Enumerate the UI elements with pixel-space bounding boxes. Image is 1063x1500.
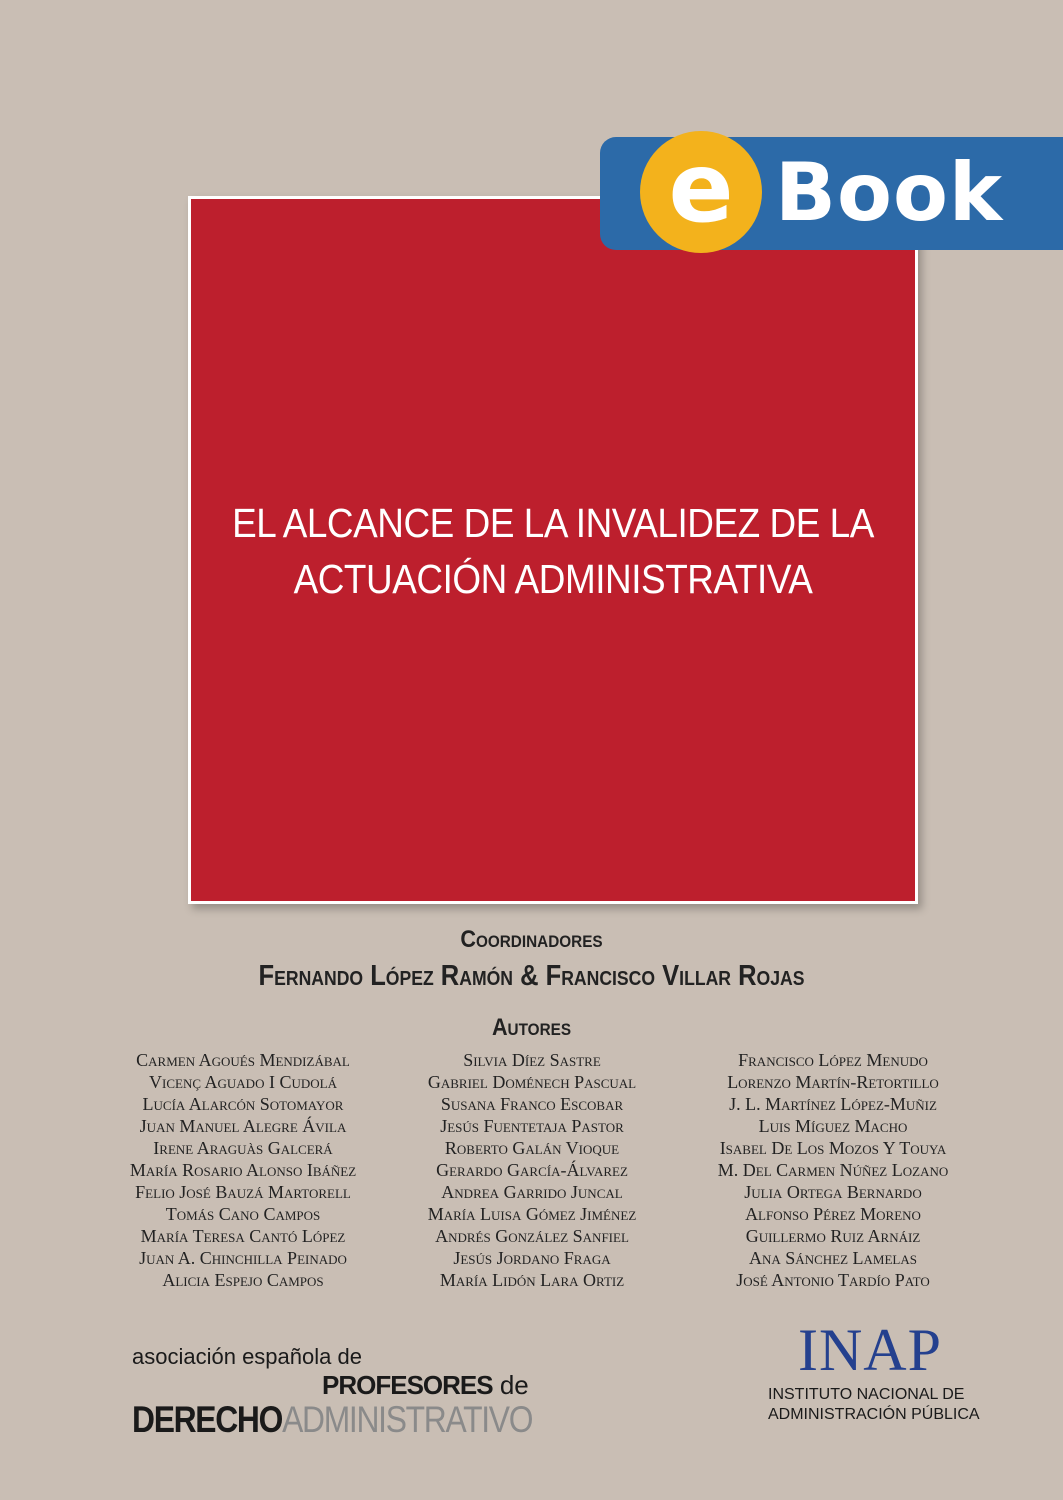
author-name: María Teresa Cantó López [140, 1226, 346, 1246]
title-line-2: ACTUACIÓN ADMINISTRATIVA [293, 556, 813, 602]
aepda-logo [132, 1344, 597, 1440]
inap-logo [768, 1315, 980, 1425]
author-name: María Lidón Lara Ortiz [439, 1270, 625, 1290]
author-name: Alfonso Pérez Moreno [745, 1204, 921, 1224]
author-name: Alicia Espejo Campos [162, 1270, 324, 1290]
author-name: Isabel De Los Mozos Y Touya [719, 1138, 947, 1158]
author-name: Andrea Garrido Juncal [441, 1182, 623, 1202]
author-name: Roberto Galán Vioque [444, 1138, 620, 1158]
title-line-1: EL ALCANCE DE LA INVALIDEZ DE LA [232, 500, 874, 546]
author-name: Francisco López Menudo [738, 1050, 928, 1070]
ebook-label: Book [775, 146, 1004, 239]
inap-line-1: INSTITUTO NACIONAL DE [768, 1386, 965, 1403]
coordinators-label: Coordinadores [460, 926, 603, 953]
author-name: Lorenzo Martín-Retortillo [727, 1072, 939, 1092]
author-name: Tomás Cano Campos [165, 1204, 321, 1224]
aepda-line-2: PROFESORES de [322, 1370, 529, 1400]
author-name: Juan A. Chinchilla Peinado [139, 1248, 347, 1268]
author-name: Luis Míguez Macho [758, 1116, 908, 1136]
author-name: Juan Manuel Alegre Ávila [139, 1116, 347, 1136]
author-name: Silvia Díez Sastre [463, 1050, 601, 1070]
author-name: José Antonio Tardío Pato [736, 1270, 930, 1290]
aepda-line-3: DERECHOADMINISTRATIVO [132, 1399, 533, 1440]
author-name: María Rosario Alonso Ibáñez [129, 1160, 357, 1180]
ebook-e-icon: e [640, 131, 762, 253]
author-name: Irene Araguàs Galcerá [153, 1138, 333, 1158]
author-name: Jesús Jordano Fraga [453, 1248, 611, 1268]
inap-line-2: ADMINISTRACIÓN PÚBLICA [768, 1406, 980, 1423]
author-name: Felio José Bauzá Martorell [135, 1182, 351, 1202]
coordinators-names: Fernando López Ramón & Francisco Villar Rojas [258, 960, 805, 992]
book-title [227, 495, 879, 607]
author-name: J. L. Martínez López-Muñiz [729, 1094, 937, 1114]
author-name: M. Del Carmen Núñez Lozano [717, 1160, 949, 1180]
inap-wordmark: INAP [798, 1317, 943, 1383]
author-name: Carmen Agoués Mendizábal [136, 1050, 350, 1070]
cover-red-panel [188, 196, 918, 904]
author-name: Susana Franco Escobar [440, 1094, 624, 1114]
authors-label: Autores [491, 1014, 572, 1041]
authors-column-1 [78, 1049, 408, 1291]
author-name: Ana Sánchez Lamelas [749, 1248, 917, 1268]
ebook-badge [600, 132, 1063, 250]
author-name: María Luisa Gómez Jiménez [427, 1204, 637, 1224]
author-name: Lucía Alarcón Sotomayor [142, 1094, 344, 1114]
author-name: Andrés González Sanfiel [435, 1226, 629, 1246]
authors-column-2 [367, 1049, 697, 1291]
author-name: Jesús Fuentetaja Pastor [440, 1116, 624, 1136]
author-name: Vicenç Aguado I Cudolá [149, 1072, 337, 1092]
authors-column-3 [668, 1049, 998, 1291]
author-name: Julia Ortega Bernardo [744, 1182, 922, 1202]
author-name: Guillermo Ruiz Arnáiz [745, 1226, 921, 1246]
author-name: Gabriel Doménech Pascual [427, 1072, 637, 1092]
aepda-line-1: asociación española de [132, 1344, 362, 1369]
author-name: Gerardo García-Álvarez [436, 1160, 628, 1180]
